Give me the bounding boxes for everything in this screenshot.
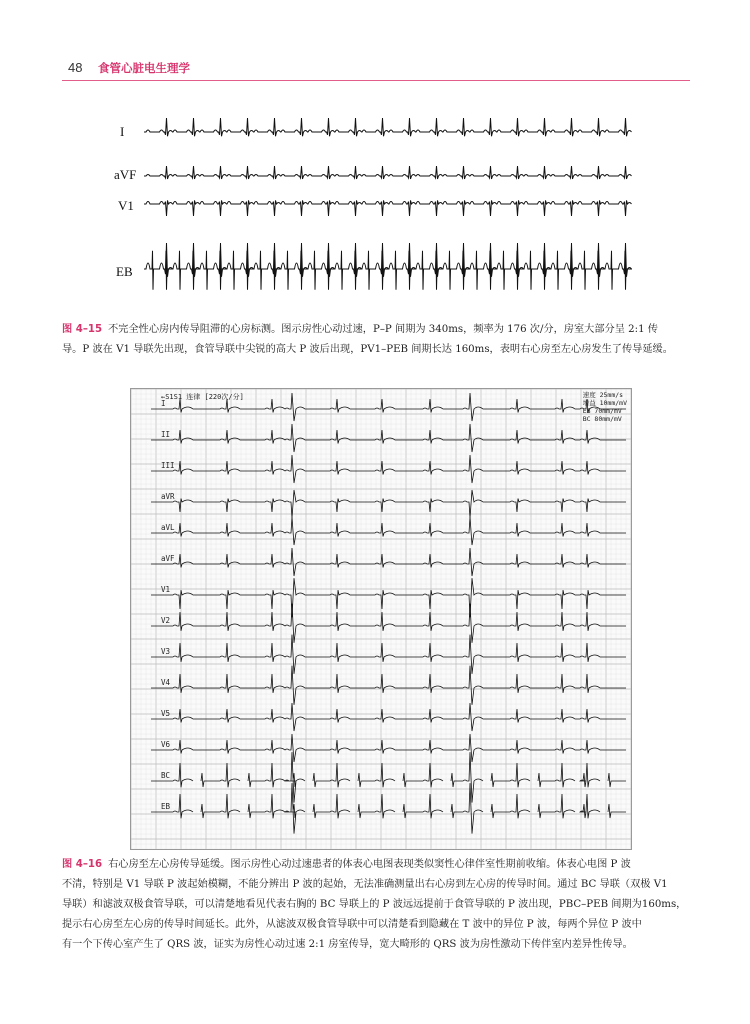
trace16-avl: [151, 517, 626, 545]
caption-4-15: [62, 320, 692, 360]
legend-eb-gain: EB 70mm/mV: [582, 407, 622, 415]
lead16-label-avf: aVF: [161, 554, 175, 563]
caption-4-16-line4: 提示右心房至左心房的传导时间延长。此外，从滤波双极食管导联中可以清楚看到隐藏在 T 波中的异位 P 波，每两个异位 P 波中: [62, 919, 642, 930]
lead-label-eb: EB: [116, 264, 133, 279]
lead16-label-v1: V1: [161, 585, 171, 594]
lead-label-i: I: [120, 124, 125, 139]
legend-bc-gain: BC 80mm/mV: [582, 415, 622, 423]
lead16-label-avr: aVR: [161, 492, 175, 501]
trace-lead-eb: [144, 243, 632, 290]
caption-4-16-line3: 导联）和滤波双极食管导联，可以清楚地看见代表右胸的 BC 导联上的 P 波远远提前于食管导联的 P 波出现，PBC–PEB 间期为160ms，: [62, 899, 687, 910]
lead16-label-v4: V4: [161, 678, 171, 687]
caption-number-4-16: 图 4–16: [62, 859, 103, 870]
figure-4-16-ecg: [130, 388, 632, 850]
lead16-label-ii: II: [161, 430, 171, 439]
trace-lead-i: [144, 118, 632, 136]
caption-4-15-line1: 不完全性心房内传导阻滞的心房标测。图示房性心动过速，P–P 间期为 340ms，频率为 176 次/分，房室大部分呈 2:1 传: [108, 324, 658, 335]
caption-4-16-line5: 有一个下传心室产生了 QRS 波，证实为房性心动过速 2:1 房室传导，宽大畸形的 QRS 波为房性激动下传伴室内差异性传导。: [62, 939, 633, 950]
lead16-label-iii: III: [161, 461, 175, 470]
lead16-label-v6: V6: [161, 740, 171, 749]
caption-4-16-line1: 右心房至左心房传导延缓。图示房性心动过速患者的体表心电图表现类似窦性心律伴室性期前收缩。体表心电图 P 波: [108, 859, 631, 870]
trace16-v2: [151, 604, 626, 643]
lead16-label-bc: BC: [161, 771, 171, 780]
page-header: [62, 56, 690, 82]
figure-4-15-ecg: [112, 104, 637, 312]
ecg-grid-4-16: [131, 389, 631, 849]
lead16-label-v5: V5: [161, 709, 171, 718]
trace16-bc: [151, 752, 626, 802]
trace16-v5: [151, 703, 626, 731]
page-number: 48: [68, 60, 83, 75]
ecg-tracings-4-15: [112, 104, 637, 312]
lead16-label-eb: EB: [161, 802, 171, 811]
trace-lead-avf: [144, 166, 632, 179]
lead16-label-v2: V2: [161, 616, 171, 625]
trace16-ii: [151, 424, 626, 452]
legend-speed: 速度 25mm/s: [582, 391, 624, 399]
trace16-avf: [151, 548, 626, 576]
lead16-label-v3: V3: [161, 647, 171, 656]
lead-label-v1: V1: [118, 198, 134, 213]
trace16-v6: [151, 734, 626, 762]
legend-gain: 增益 10mm/mV: [582, 399, 627, 407]
header-rule: [62, 80, 690, 81]
lead16-label-avl: aVL: [161, 523, 175, 532]
caption-number-4-15: 图 4–15: [62, 324, 103, 335]
trace16-eb: [151, 783, 626, 833]
caption-4-15-line2: 导。P 波在 V1 导联先出现，食管导联中尖锐的高大 P 波后出现，PV1–PEB 间期长达 160ms，表明右心房至左心房发生了传导延缓。: [62, 344, 673, 355]
trace-lead-v1: [144, 200, 632, 216]
lead-label-avf: aVF: [114, 167, 137, 182]
calibration-legend: [583, 391, 627, 423]
caption-4-16-line2: 不清，特别是 V1 导联 P 波起始模糊，不能分辨出 P 波的起始，无法准确测量出右心房到左心房的传导时间。通过 BC 导联（双极 V1: [62, 879, 668, 890]
book-title: 食管心脏电生理学: [98, 61, 190, 75]
rhythm-title: ←S1S1 连律 [220次/分]: [161, 393, 244, 401]
caption-4-16: [62, 855, 692, 955]
lead16-label-i: I: [161, 399, 166, 408]
